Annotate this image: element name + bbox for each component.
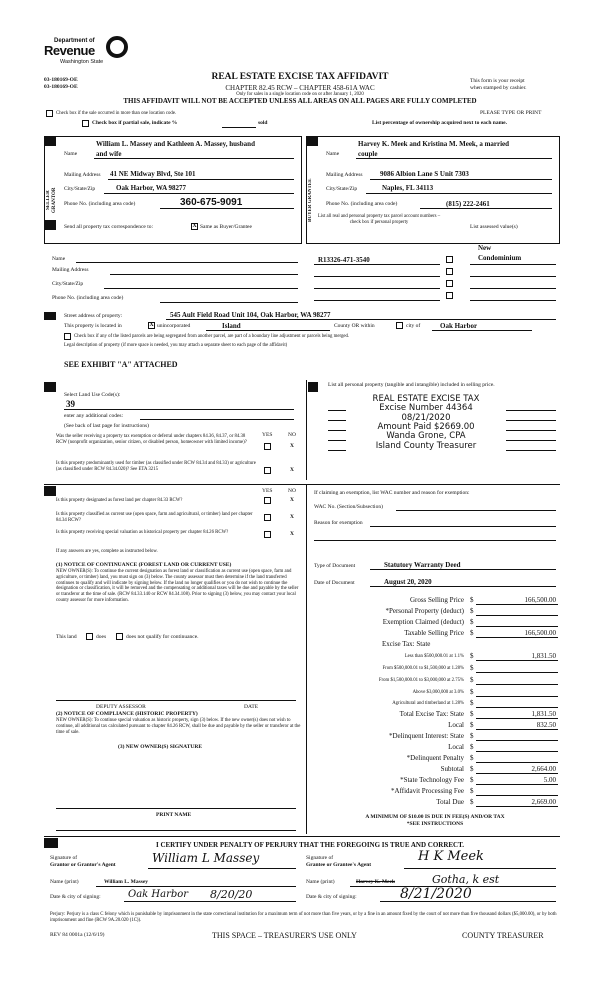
type-or-print: PLEASE TYPE OR PRINT	[480, 110, 542, 116]
local-dollar: $	[470, 721, 474, 729]
seller-mailing-label: Mailing Address	[64, 172, 101, 178]
county-or-label: County OR within	[334, 323, 375, 329]
exemption-dollar: $	[470, 618, 474, 626]
stamp-line-6: Island County Treasurer	[375, 440, 477, 451]
q1-no-mark[interactable]: X	[290, 443, 294, 449]
buyer-side-label: BUYER GRANTEE	[308, 178, 313, 222]
tier1-value[interactable]: 1,831.50	[531, 652, 556, 660]
personal-dollar: $	[470, 607, 474, 615]
historic-question: Is this property receiving special valuation as historical property per chapter 84.26 RCW?	[56, 530, 229, 535]
buyer-mailing[interactable]: 9086 Albion Lane S Unit 7303	[380, 170, 469, 178]
buyer-city-label: City/State/Zip	[326, 186, 358, 192]
forest-question: Is this property designated as forest land per chapter 84.33 RCW?	[56, 498, 183, 503]
corr-name-rule	[76, 262, 298, 263]
partial-sale-checkbox[interactable]	[82, 120, 89, 127]
parcel-rule-4	[314, 300, 440, 301]
tier3-label: From $1,500,000.01 to $3,000,000 at 2.75%	[378, 678, 464, 683]
seller-name-rule	[94, 158, 294, 159]
tier1-rule	[476, 660, 558, 661]
stamp-line-5: Wanda Grone, CPA	[386, 431, 466, 442]
divider-forest	[44, 484, 560, 485]
property-city[interactable]: Oak Harbor	[440, 322, 478, 330]
grantor-date-rule	[124, 901, 296, 902]
county-rule	[206, 330, 330, 331]
grantor-name-rule	[96, 886, 296, 887]
taxable-value[interactable]: 166,500.00	[524, 629, 556, 637]
print-name-label: PRINT NAME	[156, 812, 192, 818]
exhibit-note[interactable]: SEE EXHIBIT "A" ATTACHED	[64, 360, 178, 369]
q2-yes-checkbox[interactable]	[264, 467, 271, 474]
q2-no-mark[interactable]: X	[290, 467, 294, 473]
property-city-rule	[432, 330, 532, 331]
q3-no-mark[interactable]: X	[290, 497, 294, 503]
tier2-dollar: $	[470, 664, 474, 672]
tier4-label: Above $3,000,000 at 3.0%	[412, 690, 464, 695]
no-header-1: NO	[288, 432, 296, 438]
delinq-local-label: Local	[448, 743, 464, 751]
yes-header-1: YES	[262, 432, 273, 438]
does-label: does	[96, 634, 107, 640]
q5-no-mark[interactable]: X	[290, 531, 294, 537]
tier5-rule	[476, 707, 558, 708]
land-use-rule	[64, 409, 294, 410]
q3-yes-checkbox[interactable]	[264, 497, 271, 504]
grantee-date-rule	[380, 901, 556, 902]
section-6-marker	[308, 382, 318, 392]
form-title: REAL ESTATE EXCISE TAX AFFIDAVIT	[211, 72, 389, 82]
seller-phone[interactable]: 360-675-9091	[180, 197, 243, 208]
grantor-name[interactable]: William L. Massey	[104, 879, 149, 885]
section-8-marker	[44, 838, 58, 848]
subtotal-label: Subtotal	[440, 765, 464, 773]
no-header-2: NO	[288, 488, 296, 494]
same-as-buyer-checkbox[interactable]: X	[192, 223, 197, 229]
corr-phone-label: Phone No. (including area code)	[52, 295, 124, 301]
total-excise-rule	[476, 718, 558, 719]
gross-rule	[476, 604, 558, 605]
seller-side-label: SELLER GRANTOR	[46, 187, 57, 213]
doc-date[interactable]: August 20, 2020	[384, 578, 432, 586]
parcel-number[interactable]: R13326-471-3540	[318, 256, 370, 264]
dor-logo	[44, 36, 134, 70]
seller-city[interactable]: Oak Harbor, WA 98277	[116, 184, 187, 192]
seller-phone-label: Phone No. (including area code)	[64, 201, 136, 207]
current-use-question: Is this property classified as current use (open space, farm and agricultural, or timber) land per chapter 84.34 RCW?	[56, 512, 253, 523]
corr-name-label: Name	[52, 256, 66, 262]
grantee-signature[interactable]: H K Meek	[418, 849, 484, 864]
taxable-dollar: $	[470, 629, 474, 637]
logo-dept-line: Department of	[54, 38, 95, 44]
minimum-note: A MINIMUM OF $10.00 IS DUE IN FEE(S) AND/OR TAX	[365, 814, 505, 820]
taxable-label: Taxable Selling Price	[404, 629, 464, 637]
see-back-note: (See back of last page for instructions)	[64, 423, 149, 429]
grantor-name-label: Name (print)	[50, 879, 79, 885]
exemption-claimed-label: Exemption Claimed (deduct)	[382, 618, 464, 626]
delinq-local-rule	[476, 751, 558, 752]
delinq-penalty-rule	[476, 762, 558, 763]
excise-state-label: Excise Tax: State	[382, 640, 431, 648]
treasurer-space: THIS SPACE – TREASURER'S USE ONLY	[212, 931, 357, 940]
land-use-label: Select Land Use Code(s):	[64, 392, 121, 398]
doc-type[interactable]: Statutory Warranty Deed	[384, 561, 461, 569]
taxable-rule	[476, 637, 558, 638]
grantee-sig-rule	[404, 868, 556, 869]
parcel-rule-2	[314, 276, 440, 277]
delinq-local-dollar: $	[470, 743, 474, 751]
buyer-name-line1[interactable]: Harvey K. Meek and Kristina M. Meek, a married	[358, 140, 510, 148]
gross-dollar: $	[470, 596, 474, 604]
corr-city-label: City/State/Zip	[52, 281, 84, 287]
parcel-rule-1	[314, 264, 440, 265]
parcel-personal-checkbox-1[interactable]	[446, 256, 453, 263]
assessed-line1[interactable]: New	[478, 244, 492, 252]
assessed-header: List assessed value(s)	[470, 224, 518, 230]
local-rule	[476, 729, 558, 730]
doc-date-label: Date of Document	[314, 580, 355, 586]
gross-label: Gross Selling Price	[409, 596, 464, 604]
personal-label: *Personal Property (deduct)	[385, 607, 464, 615]
seller-name-label: Name	[64, 151, 78, 157]
parcel-personal-checkbox-2[interactable]	[446, 268, 453, 275]
notice-continuance-body: NEW OWNER(S): To continue the current designation as forest land or classification as current use (open space, farm and agriculture, or timber) land, you must sign on (3) below. The county assessor must then determine if the land transferred continues to qualify and will indicate by signing below. If the land no longer qualifies or you do not wish to continue the designation or classification, it will be removed and the compensating or additional taxes will be due and payable by the seller or transferor at the time of sale. (RCW 84.33.140 or RCW 84.34.108). Prior to signing (3) below, you may contact your local county assessor for more information.	[56, 569, 299, 603]
see-instructions-note: *SEE INSTRUCTIONS	[406, 821, 464, 827]
total-excise-value[interactable]: 1,831.50	[531, 710, 556, 718]
receipt-note-2: when stamped by cashier.	[470, 85, 527, 91]
total-due-label: Total Due	[436, 798, 464, 806]
seller-city-label: City/State/Zip	[64, 186, 96, 192]
within-city-checkbox[interactable]	[396, 322, 403, 329]
grantee-date-label: Date & city of signing:	[306, 894, 357, 900]
deputy-assessor-label: DEPUTY ASSESSOR	[96, 704, 146, 710]
segregated-label: Check box if any of the listed parcels are being segregated from another parcel, are part of a boundary line adjustment or parcels being merged.	[74, 334, 350, 339]
timber-question: Is this property predominantly used for timber (as classified under RCW 84.34 and 84.33) or agriculture (as classified under RCW 84.34.020)? See ETA 3215	[56, 461, 256, 472]
exemption-claim-label: If claiming an exemption, list WAC number and reason for exemption:	[314, 490, 470, 496]
grantee-date-signed[interactable]: 8/21/2020	[400, 886, 472, 902]
multi-location-checkbox[interactable]	[46, 110, 53, 117]
wac-label: WAC No. (Section/Subsection)	[314, 504, 383, 510]
delinq-state-label: *Delinquent Interest: State	[388, 732, 464, 740]
grantee-name-label: Name (print)	[306, 879, 335, 885]
subtotal-rule	[476, 773, 558, 774]
corr-mailing-label: Mailing Address	[52, 267, 89, 273]
doc-date-rule	[370, 586, 556, 587]
seller-name-line2[interactable]: and wife	[96, 150, 122, 158]
tier3-dollar: $	[470, 676, 474, 684]
corr-mailing-rule	[110, 274, 298, 275]
partial-sale-label: Check box if partial sale, indicate %	[92, 120, 178, 126]
stamp-line-3: 08/21/2020	[401, 412, 451, 423]
buyer-mailing-rule	[370, 179, 552, 180]
buyer-phone-rule	[420, 208, 552, 209]
tier4-rule	[476, 696, 558, 697]
corr-phone-rule	[160, 302, 298, 303]
parcel-personal-checkbox-3[interactable]	[446, 280, 453, 287]
tech-fee-dollar: $	[470, 776, 474, 784]
unincorporated-checkbox[interactable]: X	[149, 322, 154, 328]
form-only-for: Only for sales in a single location code on or after January 1, 2020	[236, 92, 364, 97]
county-treasurer: COUNTY TREASURER	[462, 931, 544, 940]
new-owner-sig-rule	[56, 808, 296, 809]
grantor-city-signed[interactable]: Oak Harbor	[128, 889, 189, 900]
land-use-code[interactable]: 39	[66, 399, 75, 409]
total-excise-dollar: $	[470, 710, 474, 718]
grantee-name[interactable]: Harvey K. Meek	[356, 879, 395, 885]
buyer-name-line2[interactable]: couple	[358, 150, 378, 158]
ownership-note: List percentage of ownership acquired next to each name.	[372, 120, 507, 126]
street-rule	[166, 319, 556, 320]
tier1-label: Less than $500,000.01 at 1.1%	[404, 654, 464, 659]
additional-codes-label: enter any additional codes:	[64, 413, 124, 419]
grantor-sig-label-1: Signature of	[50, 855, 78, 861]
seller-mailing-rule	[108, 179, 294, 180]
assessed-rule-4	[470, 300, 556, 301]
print-name-rule	[56, 830, 296, 831]
total-due-value[interactable]: 2,669.00	[531, 798, 556, 806]
delinq-penalty-label: *Delinquent Penalty	[406, 754, 464, 762]
additional-codes-rule	[140, 419, 294, 420]
notice-compliance-body: NEW OWNER(S): To continue special valuation as historic property, sign (3) below. If the new owner(s) does not wish to continue, all additional tax calculated pursuant to chapter 84.26 RCW, shall be due and payable by the seller or transferor at the time of sale.	[56, 718, 301, 735]
grantor-sig-label-2: Grantor or Grantor's Agent	[50, 862, 116, 868]
deputy-date-label: DATE	[244, 704, 259, 710]
grantor-sig-rule	[148, 868, 296, 869]
seller-mailing[interactable]: 41 NE Midway Blvd, Ste 101	[110, 170, 196, 178]
exemption-claimed-rule	[476, 626, 558, 627]
stamp-line-2: Excise Number 44364	[379, 403, 473, 414]
grantor-date-signed[interactable]: 8/20/20	[210, 888, 253, 901]
total-excise-label: Total Excise Tax: State	[399, 710, 464, 718]
form-warning: THIS AFFIDAVIT WILL NOT BE ACCEPTED UNLESS ALL AREAS ON ALL PAGES ARE FULLY COMPLETED	[123, 97, 477, 105]
total-due-rule	[476, 806, 558, 807]
subtotal-dollar: $	[470, 765, 474, 773]
buyer-city[interactable]: Naples, FL 34113	[382, 184, 434, 192]
receipt-note-1: This form is your receipt	[470, 78, 525, 84]
section-4-marker	[44, 312, 56, 320]
section-5-marker	[44, 382, 56, 392]
tech-fee-label: *State Technology Fee	[400, 776, 464, 784]
assessed-rule-2	[470, 276, 556, 277]
local-label: Local	[448, 721, 464, 729]
local-value[interactable]: 832.50	[536, 721, 556, 729]
seller-city-rule	[104, 193, 294, 194]
certify-statement: I CERTIFY UNDER PENALTY OF PERJURY THAT THE FOREGOING IS TRUE AND CORRECT.	[155, 841, 464, 849]
affidavit-fee-dollar: $	[470, 787, 474, 795]
q5-yes-checkbox[interactable]	[264, 531, 271, 538]
total-due-dollar: $	[470, 798, 474, 806]
does-qualify-checkbox[interactable]	[86, 633, 93, 640]
grantor-signature[interactable]: William L Massey	[152, 851, 260, 865]
new-owner-signature-label: (3) NEW OWNER(S) SIGNATURE	[118, 744, 202, 750]
exemption-question: Was the seller receiving a property tax exemption or deferral under chapters 84.36, 84.37, or 84.38 RCW (nonprofit organization, senior citizen, or disabled person, homeowner with limited income)?	[56, 434, 247, 445]
deputy-rule	[56, 700, 296, 701]
tier2-rule	[476, 672, 558, 673]
logo-revenue: Revenue	[44, 43, 95, 58]
parcel-personal-checkbox-4[interactable]	[446, 292, 453, 299]
gross-value[interactable]: 166,500.00	[524, 596, 556, 604]
personal-rule	[476, 615, 558, 616]
sold-label: sold	[258, 120, 268, 126]
section-7-marker	[44, 486, 56, 496]
section-3-marker	[44, 220, 56, 230]
tier2-label: From $500,000.01 to $1,500,000 at 1.28%	[382, 666, 464, 671]
buyer-phone[interactable]: (815) 222-2461	[446, 200, 490, 208]
affidavit-fee-label: *Affidavit Processing Fee	[391, 787, 464, 795]
q4-no-mark[interactable]: X	[290, 514, 294, 520]
wac-rule	[396, 510, 556, 511]
mid-divider-2	[306, 484, 307, 834]
treasurer-stamp	[346, 394, 506, 452]
assessed-line2[interactable]: Condominium	[478, 254, 522, 262]
personal-property-label: List all personal property (tangible and intangible) included in selling price.	[328, 382, 495, 388]
does-not-label: does not qualify for continuance.	[126, 634, 199, 640]
buyer-phone-label: Phone No. (including area code)	[326, 201, 398, 207]
tech-fee-rule	[476, 784, 558, 785]
this-land-label: This land	[56, 634, 77, 640]
same-as-buyer-label: Same as Buyer/Grantee	[200, 224, 252, 230]
form-subtitle: CHAPTER 82.45 RCW – CHAPTER 458-61A WAC	[225, 84, 375, 92]
multi-location-label: Check box if the sale occurred in more than one location code.	[56, 111, 177, 116]
notice-continuance-title: (1) NOTICE OF CONTINUANCE (FOREST LAND OR CURRENT USE)	[56, 562, 232, 568]
buyer-city-rule	[366, 193, 552, 194]
notice-compliance-title: (2) NOTICE OF COMPLIANCE (HISTORIC PROPERTY)	[56, 711, 198, 717]
perjury-notice: Perjury: Perjury is a class C felony which is punishable by imprisonment in the state correctional institution for a maximum term of not more than five years, or by a fine in an amount fixed by the court of not more than five thousand dollars ($5,000.00), or by both imprisonment and fine (RCW 9A.20.020 (1C)).	[50, 912, 557, 923]
stamp-line-1: REAL ESTATE EXCISE TAX	[372, 394, 480, 404]
parcel-rule-3	[314, 288, 440, 289]
tier5-dollar: $	[470, 699, 474, 707]
parcel-header: List all real and personal property tax parcel account numbers – check box if personal property	[317, 214, 441, 225]
assessed-rule-3	[470, 288, 556, 289]
unincorporated-label: unincorporated	[157, 323, 191, 329]
grantee-name-extra[interactable]: Gotha, k est	[432, 873, 500, 886]
street-label: Street address of property:	[64, 313, 123, 319]
form-code-1: 03-180169-OE	[44, 77, 78, 83]
logo-swirl-icon	[106, 36, 128, 58]
q4-yes-checkbox[interactable]	[264, 514, 271, 521]
tier4-dollar: $	[470, 688, 474, 696]
tier1-dollar: $	[470, 652, 474, 660]
assessed-rule-1	[470, 264, 556, 265]
grantee-sig-label-2: Grantee or Grantee's Agent	[306, 862, 372, 868]
corr-city-rule	[104, 288, 298, 289]
does-not-qualify-checkbox[interactable]	[116, 633, 123, 640]
stamp-line-4: Amount Paid $2669.00	[377, 422, 475, 433]
affidavit-fee-rule	[476, 795, 558, 796]
buyer-mailing-label: Mailing Address	[326, 172, 363, 178]
divider-signature	[44, 836, 560, 837]
tier5-label: Agricultural and timberland at 1.28%	[392, 701, 464, 706]
seller-name-line1[interactable]: William L. Massey and Kathleen A. Massey, husband	[96, 140, 255, 148]
buyer-name-rule	[356, 158, 552, 159]
buyer-name-label: Name	[326, 151, 340, 157]
reason-rule	[370, 526, 556, 527]
reason-rule-2	[314, 540, 556, 541]
tier3-rule	[476, 684, 558, 685]
segregated-checkbox[interactable]	[64, 333, 71, 340]
tech-fee-value[interactable]: 5.00	[543, 776, 556, 784]
reason-label: Reason for exemption	[314, 520, 363, 526]
city-of-label: city of	[406, 323, 421, 329]
yes-header-2: YES	[262, 488, 273, 494]
doc-type-label: Type of Document	[314, 563, 356, 569]
located-label: This property is located in	[64, 323, 122, 329]
county-name[interactable]: Island	[222, 322, 241, 330]
grantee-sig-label-1: Signature of	[306, 855, 334, 861]
logo-state: Washington State	[60, 59, 104, 65]
q1-yes-checkbox[interactable]	[264, 443, 271, 450]
grantor-date-label: Date & city of signing:	[50, 894, 101, 900]
delinq-penalty-dollar: $	[470, 754, 474, 762]
delinq-state-rule	[476, 740, 558, 741]
rev-number: REV 84 0001a (12/6/19)	[50, 932, 105, 938]
seller-phone-rule	[160, 208, 294, 209]
doc-type-rule	[370, 569, 556, 570]
mid-divider-1	[306, 380, 307, 480]
legal-desc-label: Legal description of property (if more space is needed, you may attach a separate sheet to each page of the affidavit)	[64, 343, 288, 348]
partial-pct-line	[222, 127, 256, 128]
send-correspondence-label: Send all property tax correspondence to:	[64, 224, 154, 230]
subtotal-value[interactable]: 2,664.00	[531, 765, 556, 773]
form-code-2: 03-180169-OE	[44, 84, 78, 90]
street-address[interactable]: 545 Ault Field Road Unit 104, Oak Harbor, WA 98277	[170, 311, 331, 319]
delinq-state-dollar: $	[470, 732, 474, 740]
if-yes-note: If any answers are yes, complete as instructed below.	[56, 549, 158, 554]
